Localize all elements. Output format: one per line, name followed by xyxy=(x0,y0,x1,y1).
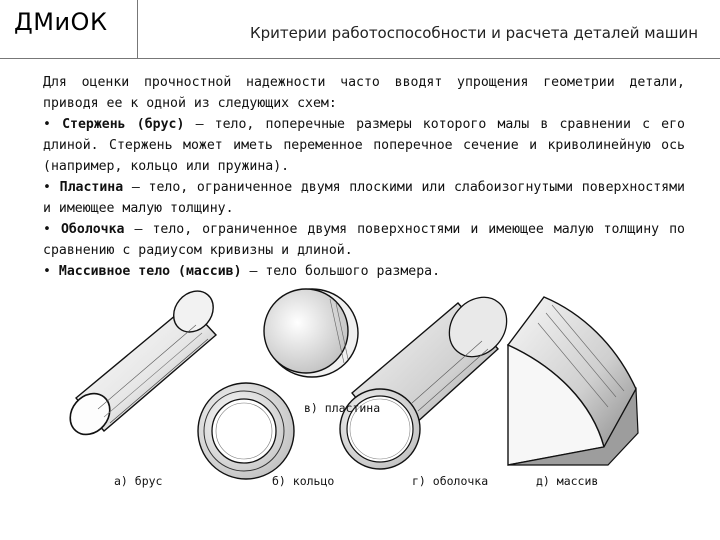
term-plate: Пластина xyxy=(59,180,124,195)
term-shell: Оболочка xyxy=(60,222,125,237)
slide-body xyxy=(43,72,685,282)
definition-rod: – тело, поперечные размеры которого малы в сравнении с его длиной. Стержень может иметь переменное поперечное сечение и криволинейную ось (например, кольцо или пружина). xyxy=(43,117,685,174)
figure-label-rod: а) брус xyxy=(114,474,163,488)
header-divider-horizontal xyxy=(0,58,720,59)
term-rod: Стержень (брус) xyxy=(62,117,185,132)
slide-title: Критерии работоспособности и расчета деталей машин xyxy=(250,24,699,42)
ring-drawing xyxy=(198,383,294,479)
definition-plate: – тело, ограниченное двумя плоскими или слабоизогнутыми поверхностями и имеющее малую толщину. xyxy=(43,180,685,216)
brand-logo-text: ДМиОК xyxy=(14,8,108,36)
figure-label-massive-body: д) массив xyxy=(536,474,599,488)
definition-massive-body: – тело большого размера. xyxy=(241,264,441,279)
rod-drawing xyxy=(68,283,221,442)
bullet: • xyxy=(43,180,51,195)
shell-drawing xyxy=(340,286,518,469)
list-item-plate xyxy=(43,177,685,219)
geometry-schemes-figure xyxy=(68,283,650,495)
geometry-schemes-drawing xyxy=(68,283,650,495)
definition-shell: – тело, ограниченное двумя поверхностями и имеющее малую толщину по сравнению с радиусом кривизны и длиной. xyxy=(43,222,685,258)
header-divider-vertical xyxy=(137,0,138,58)
bullet: • xyxy=(43,222,51,237)
bullet: • xyxy=(43,117,51,132)
slide-header xyxy=(0,0,720,58)
figure-label-plate: в) пластина xyxy=(304,401,381,415)
list-item-shell xyxy=(43,219,685,261)
list-item-massive-body xyxy=(43,261,685,282)
intro-paragraph: Для оценки прочностной надежности часто вводят упрощения геометрии детали, приводя ее к одной из следующих схем: xyxy=(43,75,685,111)
figure-label-shell: г) оболочка xyxy=(412,474,489,488)
term-massive-body: Массивное тело (массив) xyxy=(58,264,242,279)
figure-label-ring: б) кольцо xyxy=(272,474,335,488)
plate-drawing xyxy=(264,289,358,377)
list-item-rod xyxy=(43,114,685,177)
bullet: • xyxy=(43,264,51,279)
massive-body-drawing xyxy=(508,297,638,465)
